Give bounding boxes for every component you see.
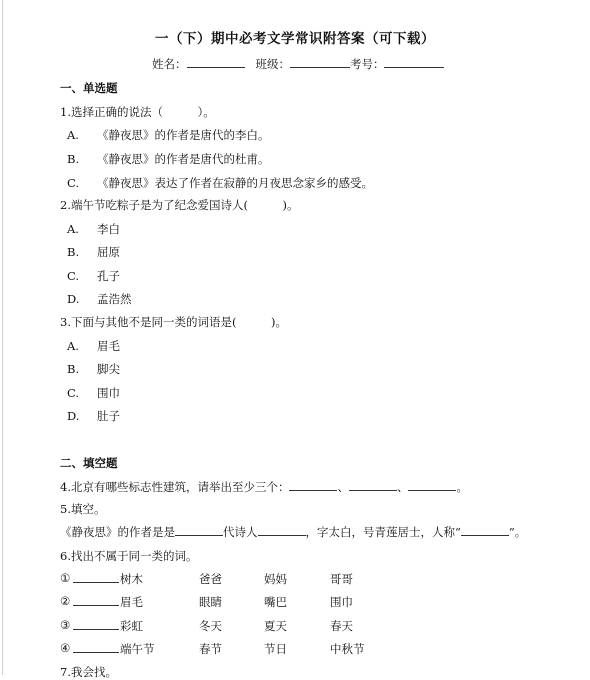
question-1-option-c[interactable]: C. 《静夜思》表达了作者在寂静的月夜思念家乡的感受。: [67, 176, 373, 190]
answer-blank[interactable]: [408, 479, 456, 491]
question-3-option-b[interactable]: B. 脚尖: [67, 362, 120, 376]
answer-blank[interactable]: [258, 524, 306, 536]
class-blank[interactable]: [290, 56, 350, 68]
question-2-option-b[interactable]: B. 屈原: [67, 245, 120, 259]
answer-blank[interactable]: [73, 618, 119, 630]
answer-blank[interactable]: [461, 524, 509, 536]
question-3-stem: 3.下面与其他不是同一类的词语是( )。: [60, 315, 287, 329]
number-blank[interactable]: [384, 56, 444, 68]
question-4: 4.北京有哪些标志性建筑，请举出至少三个： 、 、 。: [60, 480, 468, 494]
question-6-stem: 6.找出不属于同一类的词。: [60, 549, 198, 563]
document-title: 一（下）期中必考文学常识附答案（可下载）: [155, 31, 435, 47]
answer-blank[interactable]: [175, 524, 223, 536]
question-7-stem: 7.我会找。: [60, 665, 117, 679]
question-1-option-b[interactable]: B. 《静夜思》的作者是唐代的杜甫。: [67, 152, 270, 166]
name-blank[interactable]: [187, 56, 245, 68]
question-3-option-c[interactable]: C. 围巾: [67, 386, 120, 400]
question-2-option-c[interactable]: C. 孔子: [67, 269, 120, 283]
question-2-option-a[interactable]: A. 李白: [67, 222, 120, 236]
question-2-option-d[interactable]: D. 孟浩然: [67, 292, 132, 306]
question-2-stem: 2.端午节吃粽子是为了纪念爱国诗人( )。: [60, 198, 299, 212]
answer-blank[interactable]: [73, 571, 119, 583]
question-5-stem: 5.填空。: [60, 502, 106, 516]
answer-blank[interactable]: [73, 641, 119, 653]
name-label: 姓名：: [152, 57, 187, 71]
class-label: 班级：: [255, 57, 290, 71]
question-3-option-d[interactable]: D. 肚子: [67, 409, 120, 423]
answer-blank[interactable]: [289, 479, 337, 491]
number-label: 考号：: [349, 57, 385, 71]
worksheet-page: 一（下）期中必考文学常识附答案（可下载） 姓名： 班级： 考号： 一、单选题 1.选择正确的说法（ ）。 A. 《静夜思》的作者是唐代的李白。 B. 《静夜思》的作者是唐代的杜甫。 C. 《静夜思》表达了作者在寂静的月夜思念家乡的感受。 2.端午节吃粽子是为了纪念爱国诗人( )。 A. 李白 B. 屈原 C. 孔子 D. 孟浩然 3.下面与其他不是同一类的词语是( )。 A. 眉毛 B. 脚尖 C. 围巾 D. 肚子 二、填空题 4.北京有哪些标志性建筑，请举出至少三个： 、 、 。 5.填空。 《静夜思》的作者是是 代诗人 ，字太白，号青莲居士，人称“ ”。 6.找出不属于同一类的词。 ① 树木 爸爸 妈妈 哥哥 ② 眉毛 眼睛 嘴巴 围巾 ③ 彩虹 冬天 夏天 春天 ④ 端午节 春节 节日 中秋节 7.我会找。: [0, 0, 590, 675]
section-heading-choice: 一、单选题: [60, 81, 118, 95]
question-1-option-a[interactable]: A. 《静夜思》的作者是唐代的李白。: [67, 128, 270, 142]
student-info-line: [152, 56, 444, 72]
section-heading-fill: 二、填空题: [60, 456, 118, 470]
question-5-sentence: 《静夜思》的作者是是 代诗人 ，字太白，号青莲居士，人称“ ”。: [60, 525, 527, 539]
answer-blank[interactable]: [349, 479, 397, 491]
question-1-stem: 1.选择正确的说法（ ）。: [60, 105, 215, 119]
answer-blank[interactable]: [73, 594, 119, 606]
question-3-option-a[interactable]: A. 眉毛: [67, 339, 120, 353]
